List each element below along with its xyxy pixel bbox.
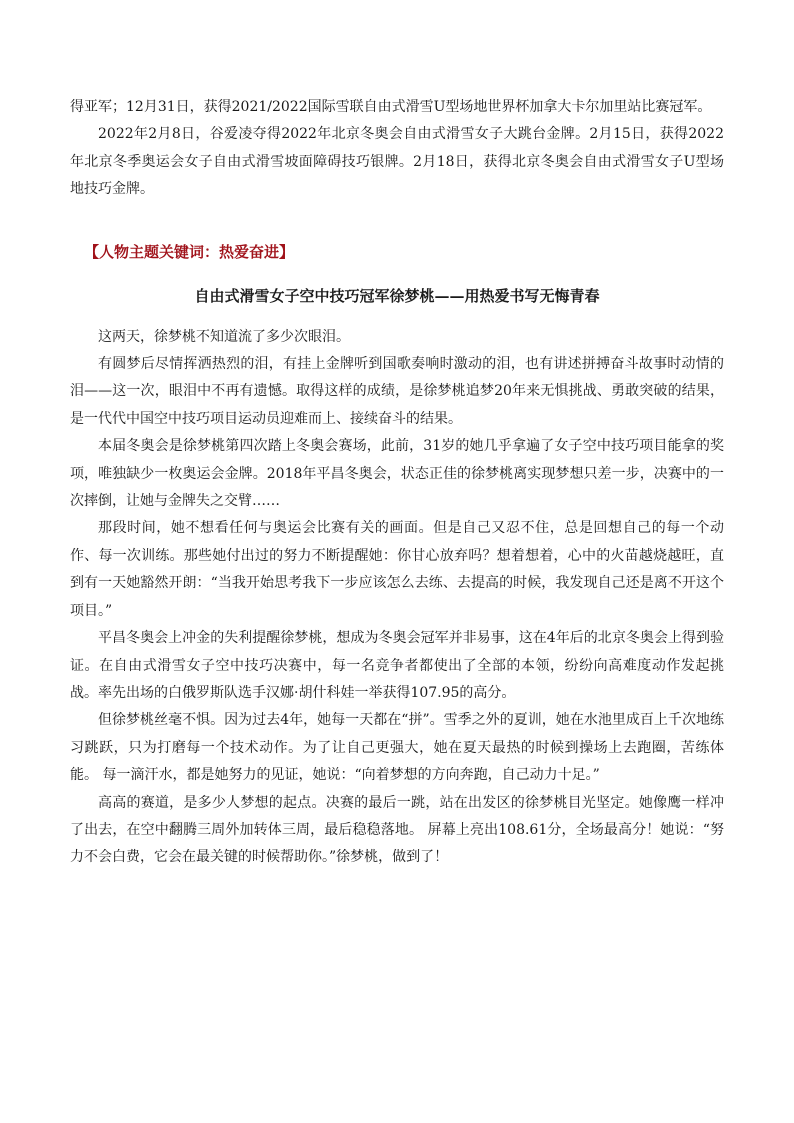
article-title: 自由式滑雪女子空中技巧冠军徐梦桃——用热爱书写无悔青春 <box>194 286 600 305</box>
article-paragraph: 本届冬奥会是徐梦桃第四次踏上冬奥会赛场，此前，31岁的她几乎拿遍了女子空中技巧项目能拿的奖项，唯独缺少一枚奥运会金牌。2018年平昌冬奥会，状态正佳的徐梦桃离实现梦想只差一步，决赛中的一次摔倒，让她与金牌失之交臂…… <box>70 438 724 510</box>
article-paragraph: 平昌冬奥会上冲金的失利提醒徐梦桃，想成为冬奥会冠军并非易事，这在4年后的北京冬奥会上得到验证。在自由式滑雪女子空中技巧决赛中，每一名竞争者都使出了全部的本领，纷纷向高难度动作发起挑战。率先出场的白俄罗斯队选手汉娜·胡什科娃一举获得107.95的高分。 <box>70 630 724 701</box>
intro-paragraph: 2022年2月8日，谷爱凌夺得2022年北京冬奥会自由式滑雪女子大跳台金牌。2月15日，获得2022年北京冬季奥运会女子自由式滑雪坡面障碍技巧银牌。2月18日，获得北京冬奥会自由式滑雪女子U型场地技巧金牌。 <box>70 126 724 198</box>
article-paragraph: 高高的赛道，是多少人梦想的起点。决赛的最后一跳，站在出发区的徐梦桃目光坚定。她像鹰一样冲了出去，在空中翻腾三周外加转体三周，最后稳稳落地。 屏幕上亮出108.61分，全场最高分！她说：“努力不会白费，它会在最关键的时候帮助你。”徐梦桃，做到了！ <box>70 794 724 866</box>
intro-paragraph: 得亚军；12月31日，获得2021/2022国际雪联自由式滑雪U型场地世界杯加拿大卡尔加里站比赛冠军。 <box>70 99 712 115</box>
article-paragraph: 有圆梦后尽情挥洒热烈的泪，有挂上金牌听到国歌奏响时激动的泪，也有讲述拼搏奋斗故事时动情的泪——这一次，眼泪中不再有遗憾。取得这样的成绩，是徐梦桃追梦20年来无惧挑战、勇敢突破的结果，是一代代中国空中技巧项目运动员迎难而上、接续奋斗的结果。 <box>70 356 724 427</box>
spacer <box>70 204 724 238</box>
article-paragraph: 那段时间，她不想看任何与奥运会比赛有关的画面。但是自己又忍不住，总是回想自己的每一个动作、每一次训练。那些她付出过的努力不断提醒她：你甘心放弃吗？想着想着，心中的火苗越烧越旺，直到有一天她豁然开朗：“当我开始思考我下一步应该怎么去练、去提高的时候，我发现自己还是离不开这个项目。” <box>70 520 724 619</box>
article-paragraph: 这两天，徐梦桃不知道流了多少次眼泪。 <box>98 328 350 345</box>
keyword-heading: 【人物主题关键词：热爱奋进】 <box>84 242 295 261</box>
article-paragraph: 但徐梦桃丝毫不惧。因为过去4年，她每一天都在“拼”。雪季之外的夏训，她在水池里成百上千次地练习跳跃，只为打磨每一个技术动作。为了让自己更强大，她在夏天最热的时候到操场上去跑圈，苦练体能。 每一滴汗水，都是她努力的见证，她说：“向着梦想的方向奔跑，自己动力十足。” <box>70 712 724 784</box>
document-body <box>70 94 724 872</box>
